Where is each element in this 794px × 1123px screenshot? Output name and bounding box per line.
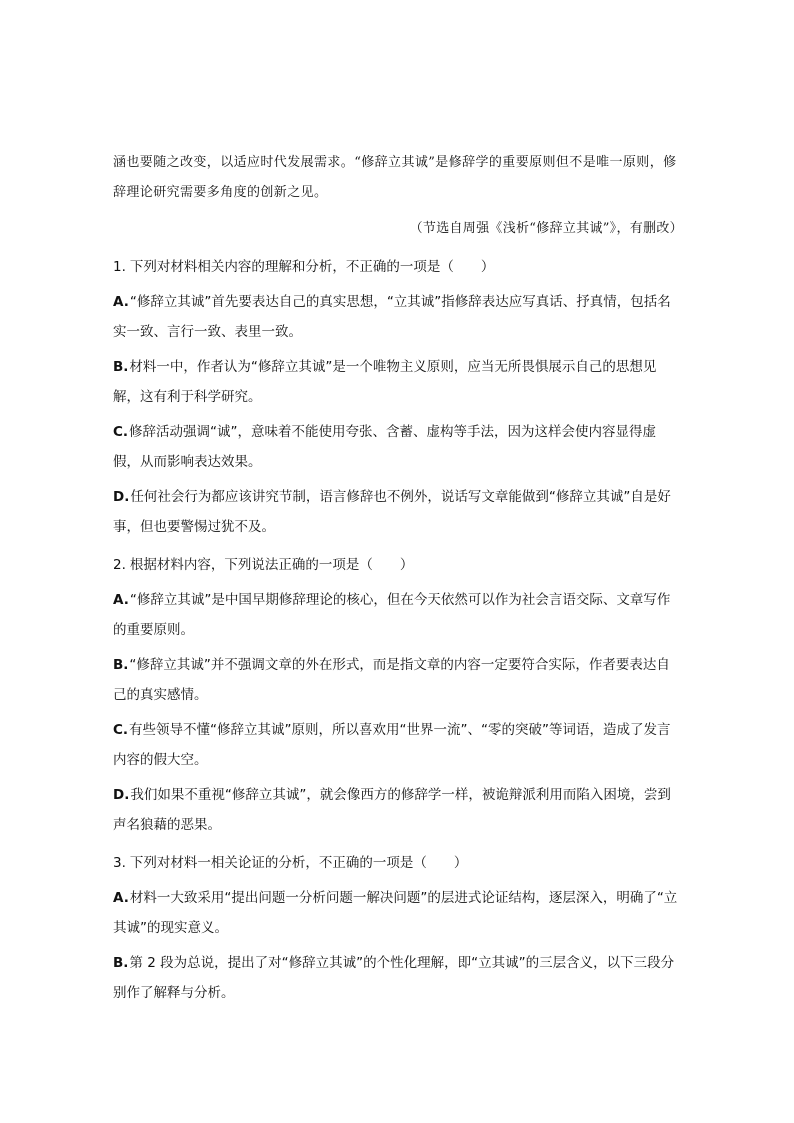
passage-citation: （节选自周强《浅析“修辞立其诚”》，有删改） xyxy=(409,221,683,236)
question-stem: 根据材料内容，下列说法正确的一项是（ ） xyxy=(129,557,414,573)
option-text: 我们如果不重视“修辞立其诚”，就会像西方的修辞学一样，被诡辩派利用而陷入困境，尝到声名狼藉的恶果。 xyxy=(113,787,671,833)
option-label: B. xyxy=(113,359,129,375)
option-c xyxy=(113,417,683,477)
question-title xyxy=(113,848,683,878)
option-label: A. xyxy=(113,592,129,608)
option-b xyxy=(113,948,683,1008)
option-text: 材料一中，作者认为“修辞立其诚”是一个唯物主义原则，应当无所畏惧展示自己的思想见解，这有利于科学研究。 xyxy=(113,359,657,405)
option-c xyxy=(113,715,683,775)
option-text: 材料一大致采用“提出问题一分析问题一解决问题”的层进式论证结构，逐层深入，明确了“立其诚”的现实意义。 xyxy=(113,890,678,936)
question-number: 1. xyxy=(113,259,126,275)
passage-text: 涵也要随之改变，以适应时代发展需求。“修辞立其诚”是修辞学的重要原则但不是唯一原则，修辞理论研究需要多角度的创新之见。 xyxy=(113,155,677,200)
option-label: A. xyxy=(113,294,129,310)
option-text: 修辞活动强调“诚”，意味着不能使用夸张、含蓄、虚构等手法，因为这样会使内容显得虚假，从而影响表达效果。 xyxy=(113,424,657,470)
option-label: A. xyxy=(113,890,129,906)
option-text: “修辞立其诚”首先要表达自己的真实思想，“立其诚”指修辞表达应写真话、抒真情，包括名实一致、言行一致、表里一致。 xyxy=(113,294,671,340)
option-text: “修辞立其诚”并不强调文章的外在形式，而是指文章的内容一定要符合实际，作者要表达自己的真实感情。 xyxy=(113,657,670,703)
question-2 xyxy=(113,550,683,840)
option-b xyxy=(113,650,683,710)
option-a xyxy=(113,287,683,347)
option-label: B. xyxy=(113,657,129,673)
question-stem: 下列对材料一相关论证的分析，不正确的一项是（ ） xyxy=(129,855,468,871)
option-label: C. xyxy=(113,722,129,738)
question-title xyxy=(113,252,683,282)
option-d xyxy=(113,780,683,840)
option-d xyxy=(113,482,683,542)
option-a xyxy=(113,883,683,943)
option-label: B. xyxy=(113,955,129,971)
option-label: C. xyxy=(113,424,129,440)
option-text: 第 2 段为总说，提出了对“修辞立其诚”的个性化理解，即“立其诚”的三层含义，以下三段分别作了解释与分析。 xyxy=(113,955,675,1001)
option-text: “修辞立其诚”是中国早期修辞理论的核心，但在今天依然可以作为社会言语交际、文章写作的重要原则。 xyxy=(113,592,671,638)
question-title xyxy=(113,550,683,580)
question-number: 2. xyxy=(113,557,126,573)
question-3 xyxy=(113,848,683,1008)
document-content xyxy=(113,148,683,1013)
option-text: 任何社会行为都应该讲究节制，语言修辞也不例外，说话写文章能做到“修辞立其诚”自是好事，但也要警惕过犹不及。 xyxy=(113,489,671,535)
option-b xyxy=(113,352,683,412)
option-label: D. xyxy=(113,787,130,803)
option-text: 有些领导不懂“修辞立其诚”原则，所以喜欢用“世界一流”、“零的突破”等词语，造成了发言内容的假大空。 xyxy=(113,722,671,768)
question-stem: 下列对材料相关内容的理解和分析，不正确的一项是（ ） xyxy=(129,259,495,275)
option-label: D. xyxy=(113,489,130,505)
option-a xyxy=(113,585,683,645)
question-number: 3. xyxy=(113,855,126,871)
question-1 xyxy=(113,252,683,542)
